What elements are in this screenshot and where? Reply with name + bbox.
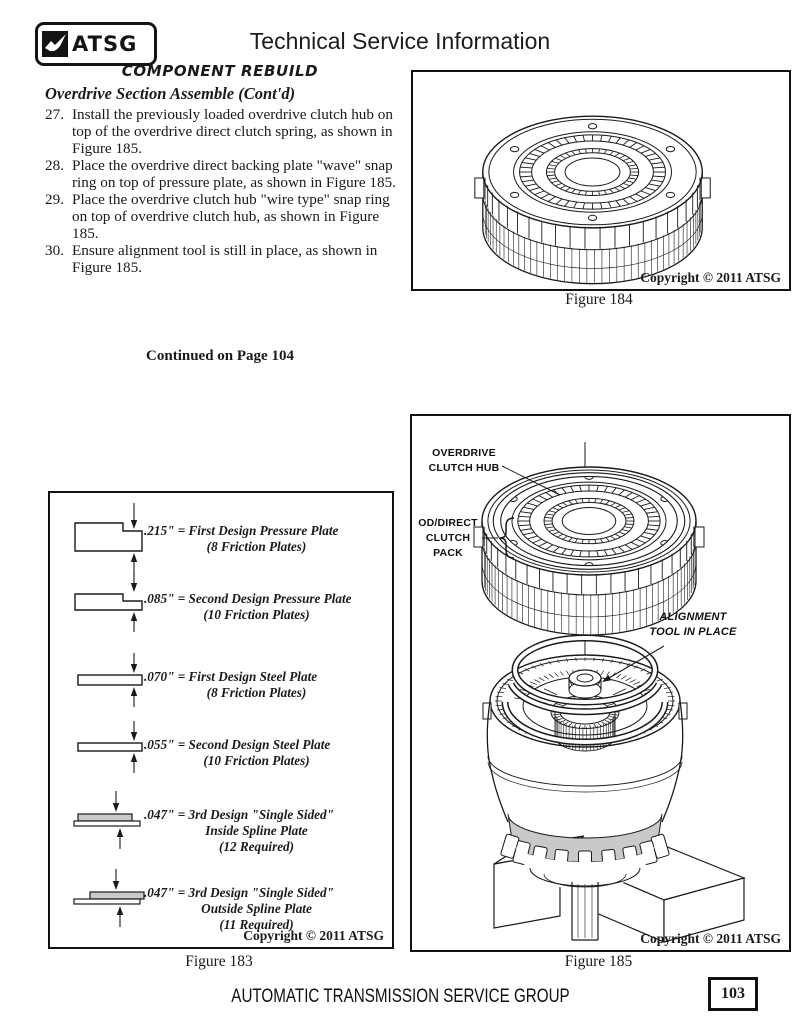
step-text: Place the overdrive direct backing plate "wave" snap ring on top of pressure plate, as shown in Figure 185.: [72, 157, 396, 191]
step-text: Place the overdrive clutch hub "wire type" snap ring on top of overdrive clutch hub, as shown in Figure 185.: [72, 191, 390, 242]
list-item: [45, 157, 397, 191]
copyright-notice: Copyright © 2011 ATSG: [640, 931, 781, 946]
figure-183-caption: Figure 183: [185, 953, 253, 970]
copyright-notice: Copyright © 2011 ATSG: [640, 270, 781, 285]
atsg-logo-checkmark-icon: [42, 31, 68, 57]
step-number: 28.: [45, 157, 64, 174]
figure-185-caption: Figure 185: [564, 953, 633, 970]
continued-note: Continued on Page 104: [146, 348, 294, 364]
plate-spec-label: .055" = Second Design Steel Plate (10 Friction Plates): [144, 737, 331, 768]
figure-183-frame: [48, 491, 394, 949]
plate-spec-label: .047" = 3rd Design "Single Sided" Outside Spline Plate (11 Required): [144, 885, 334, 932]
clutch-drum-drawing: [413, 72, 789, 289]
step-text: Ensure alignment tool is still in place, as shown in Figure 185.: [72, 242, 378, 276]
plate-spec-label: .047" = 3rd Design "Single Sided" Inside Spline Plate (12 Required): [144, 807, 334, 854]
list-item: [45, 191, 397, 242]
step-text: Install the previously loaded overdrive clutch hub on top of the overdrive direct clutch spring, as shown in Figure 185.: [72, 106, 393, 157]
step-number: 27.: [45, 106, 64, 123]
alignment-tool-label: ALIGNMENT TOOL IN PLACE: [649, 611, 737, 638]
section-heading: COMPONENT REBUILD: [121, 62, 319, 80]
plate-spec-label: .215" = First Design Pressure Plate (8 Friction Plates): [144, 523, 339, 554]
page-number-badge: 103: [708, 977, 758, 1011]
assembly-drawing: [412, 416, 789, 950]
figure-184-frame: [411, 70, 791, 291]
plate-spec-label: .070" = First Design Steel Plate (8 Friction Plates): [144, 669, 318, 700]
copyright-notice: Copyright © 2011 ATSG: [243, 928, 384, 943]
atsg-logo-text: ATSG: [72, 32, 138, 56]
list-item: [45, 242, 397, 276]
footer-organization: AUTOMATIC TRANSMISSION SERVICE GROUP: [230, 986, 570, 1007]
subsection-heading: Overdrive Section Assemble (Cont'd): [45, 84, 296, 103]
step-list: [45, 106, 397, 276]
plate-thickness-diagram: [50, 493, 392, 947]
page-title: Technical Service Information: [249, 28, 551, 54]
list-item: [45, 106, 397, 157]
plate-spec-label: .085" = Second Design Pressure Plate (10 Friction Plates): [144, 591, 352, 622]
clutch-pack-label: OD/DIRECT CLUTCH PACK: [418, 517, 478, 559]
hub-label: OVERDRIVE CLUTCH HUB: [428, 447, 500, 474]
step-number: 29.: [45, 191, 64, 208]
figure-184-caption: Figure 184: [565, 291, 633, 308]
figure-185-frame: [410, 414, 791, 952]
step-number: 30.: [45, 242, 64, 259]
